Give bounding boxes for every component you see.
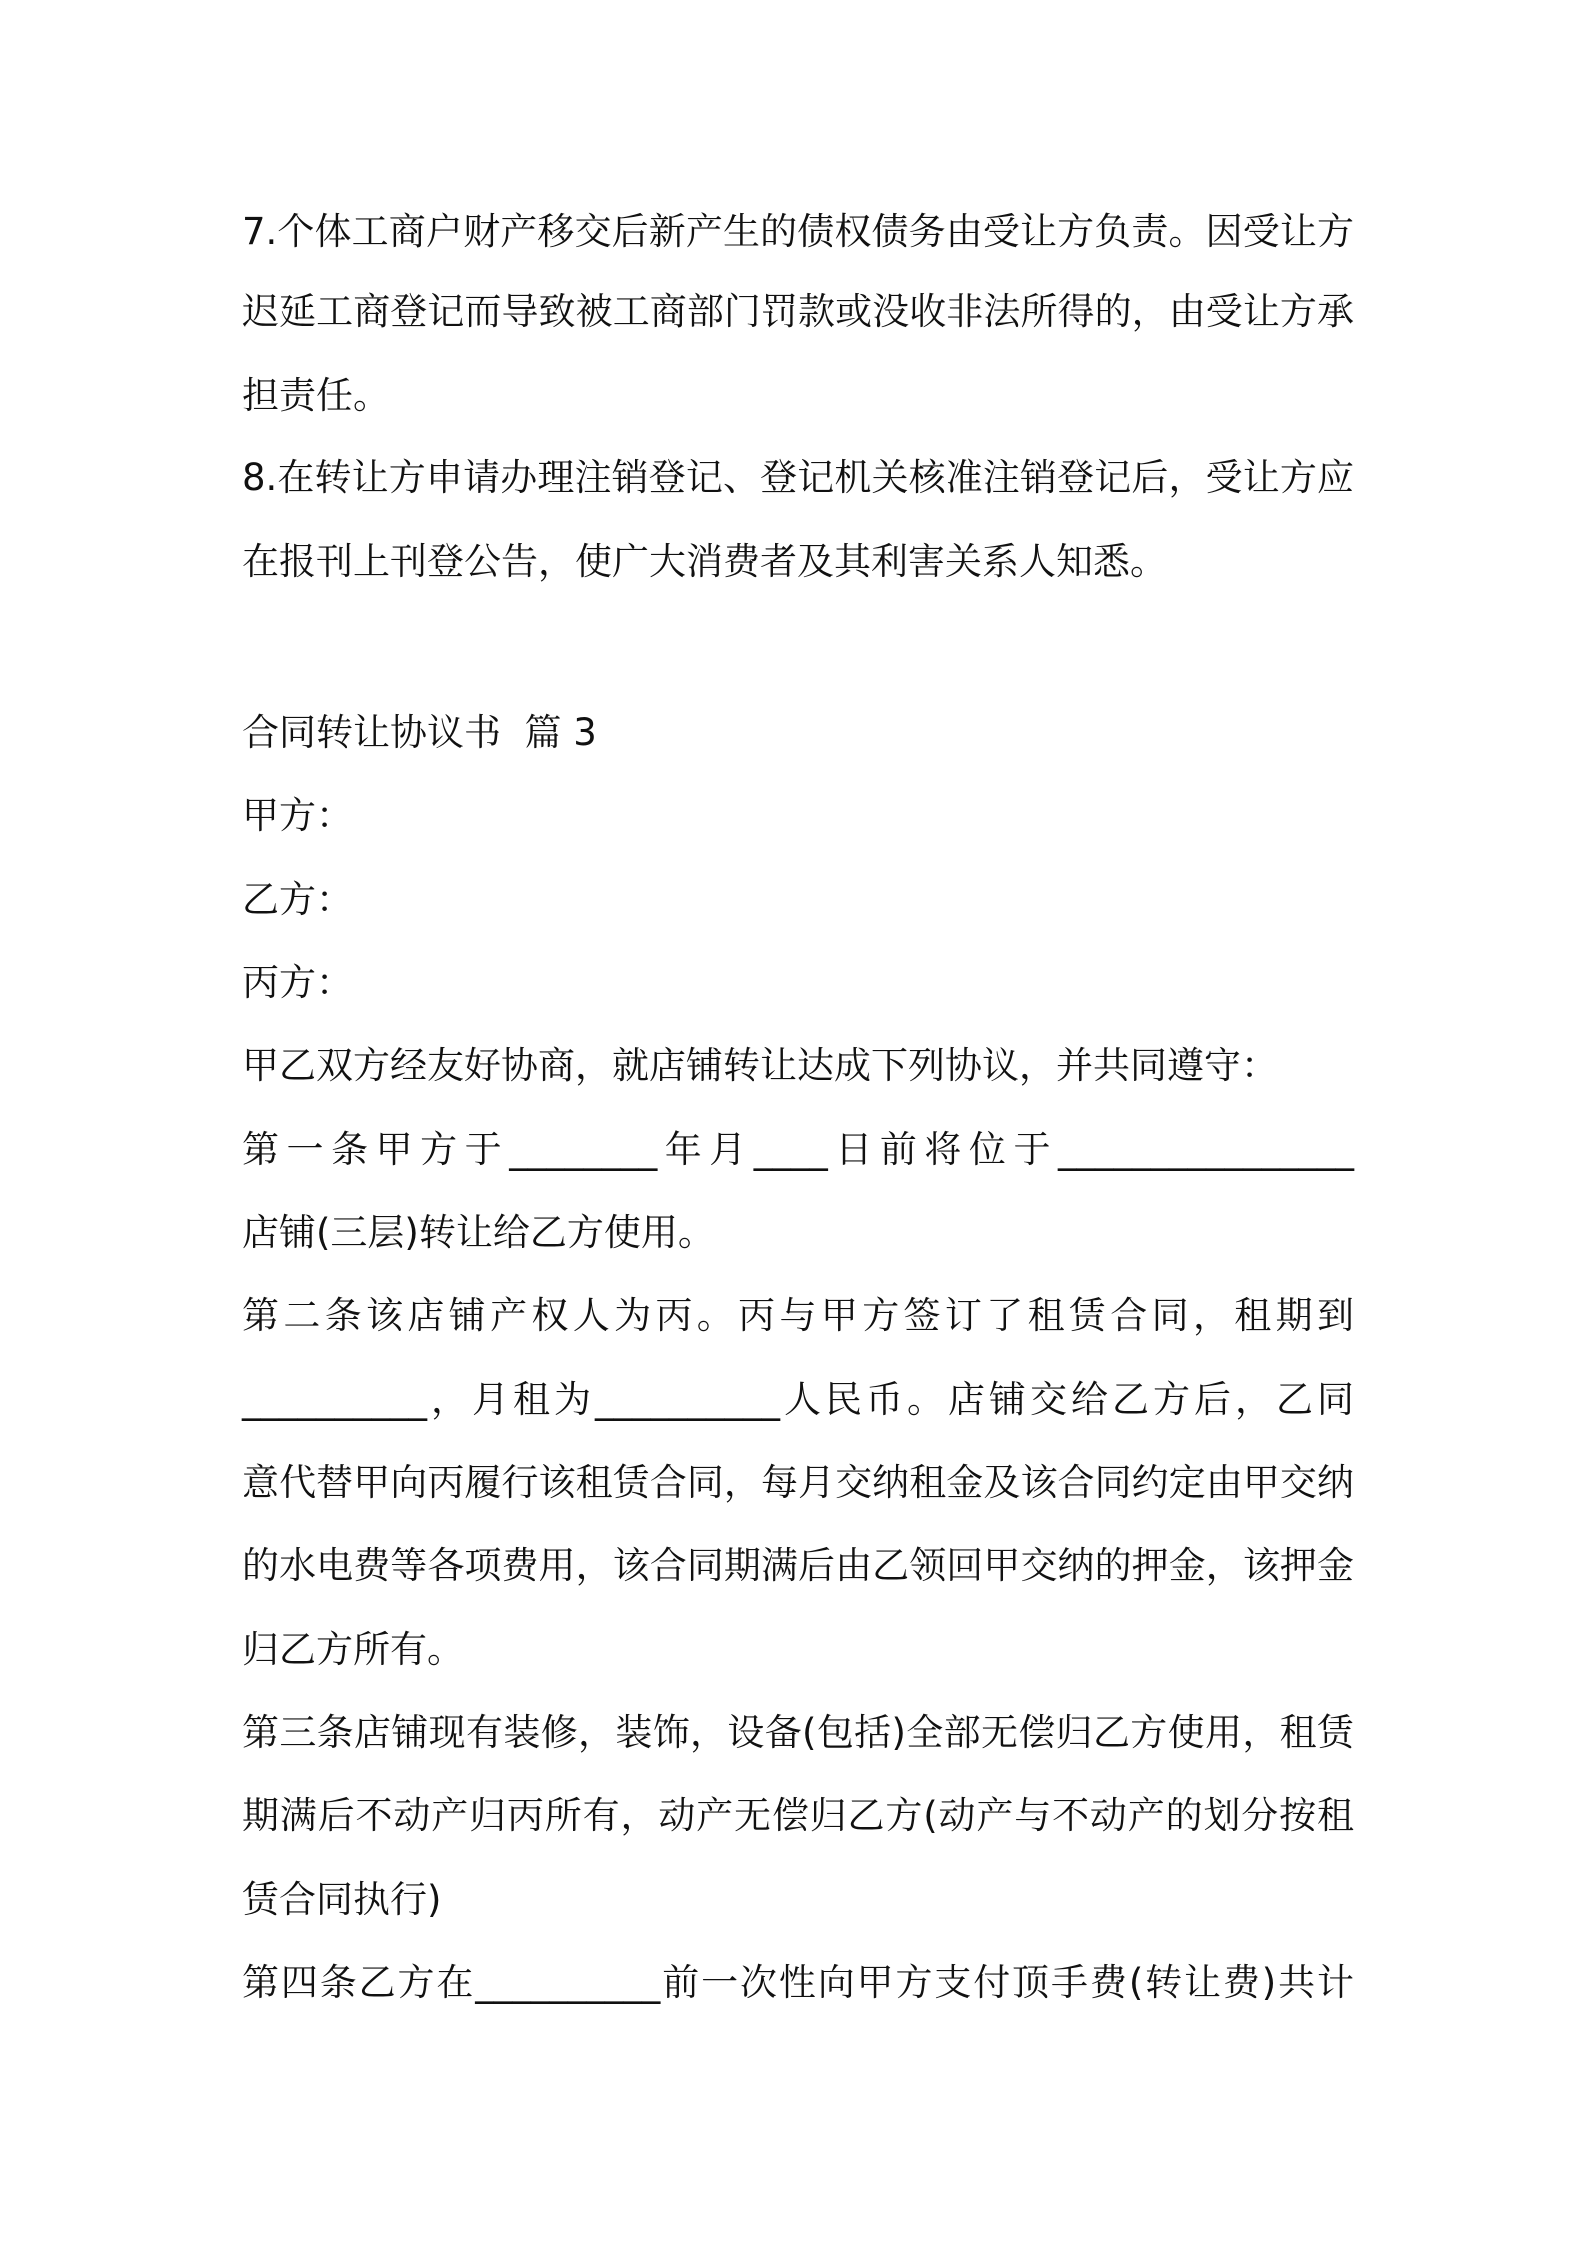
item7-line-3: 担责任。 bbox=[242, 374, 390, 417]
article1-line-1: 第一条甲方于________年月____日前将位于________________ bbox=[242, 1128, 1354, 1171]
party-a-label: 甲方： bbox=[242, 794, 353, 837]
intro-paragraph: 甲乙双方经友好协商，就店铺转让达成下列协议，并共同遵守： bbox=[242, 1044, 1278, 1087]
article3-line-3: 赁合同执行) bbox=[242, 1878, 442, 1921]
party-c-label: 丙方： bbox=[242, 961, 353, 1004]
item8-line-1: 8.在转让方申请办理注销登记、登记机关核准注销登记后，受让方应 bbox=[242, 456, 1354, 499]
article2-line-5: 归乙方所有。 bbox=[242, 1628, 464, 1671]
article2-line-1: 第二条该店铺产权人为丙。丙与甲方签订了租赁合同，租期到 bbox=[242, 1294, 1354, 1337]
article1-line-2: 店铺(三层)转让给乙方使用。 bbox=[242, 1211, 715, 1254]
section-title: 合同转让协议书 篇 3 bbox=[242, 711, 597, 754]
article2-line-2: __________，月租为__________人民币。店铺交给乙方后，乙同 bbox=[242, 1378, 1354, 1421]
article3-line-2: 期满后不动产归丙所有，动产无偿归乙方(动产与不动产的划分按租 bbox=[242, 1794, 1354, 1837]
party-b-label: 乙方： bbox=[242, 878, 353, 921]
item8-line-2: 在报刊上刊登公告，使广大消费者及其利害关系人知悉。 bbox=[242, 540, 1167, 583]
article4-line-1: 第四条乙方在__________前一次性向甲方支付顶手费(转让费)共计 bbox=[242, 1961, 1354, 2004]
article2-line-4: 的水电费等各项费用，该合同期满后由乙领回甲交纳的押金，该押金 bbox=[242, 1544, 1354, 1587]
item7-line-1: 7.个体工商户财产移交后新产生的债权债务由受让方负责。因受让方 bbox=[242, 210, 1354, 253]
item7-line-2: 迟延工商登记而导致被工商部门罚款或没收非法所得的，由受让方承 bbox=[242, 290, 1354, 333]
article2-line-3: 意代替甲向丙履行该租赁合同，每月交纳租金及该合同约定由甲交纳 bbox=[242, 1461, 1354, 1504]
article3-line-1: 第三条店铺现有装修，装饰，设备(包括)全部无偿归乙方使用，租赁 bbox=[242, 1711, 1354, 1754]
